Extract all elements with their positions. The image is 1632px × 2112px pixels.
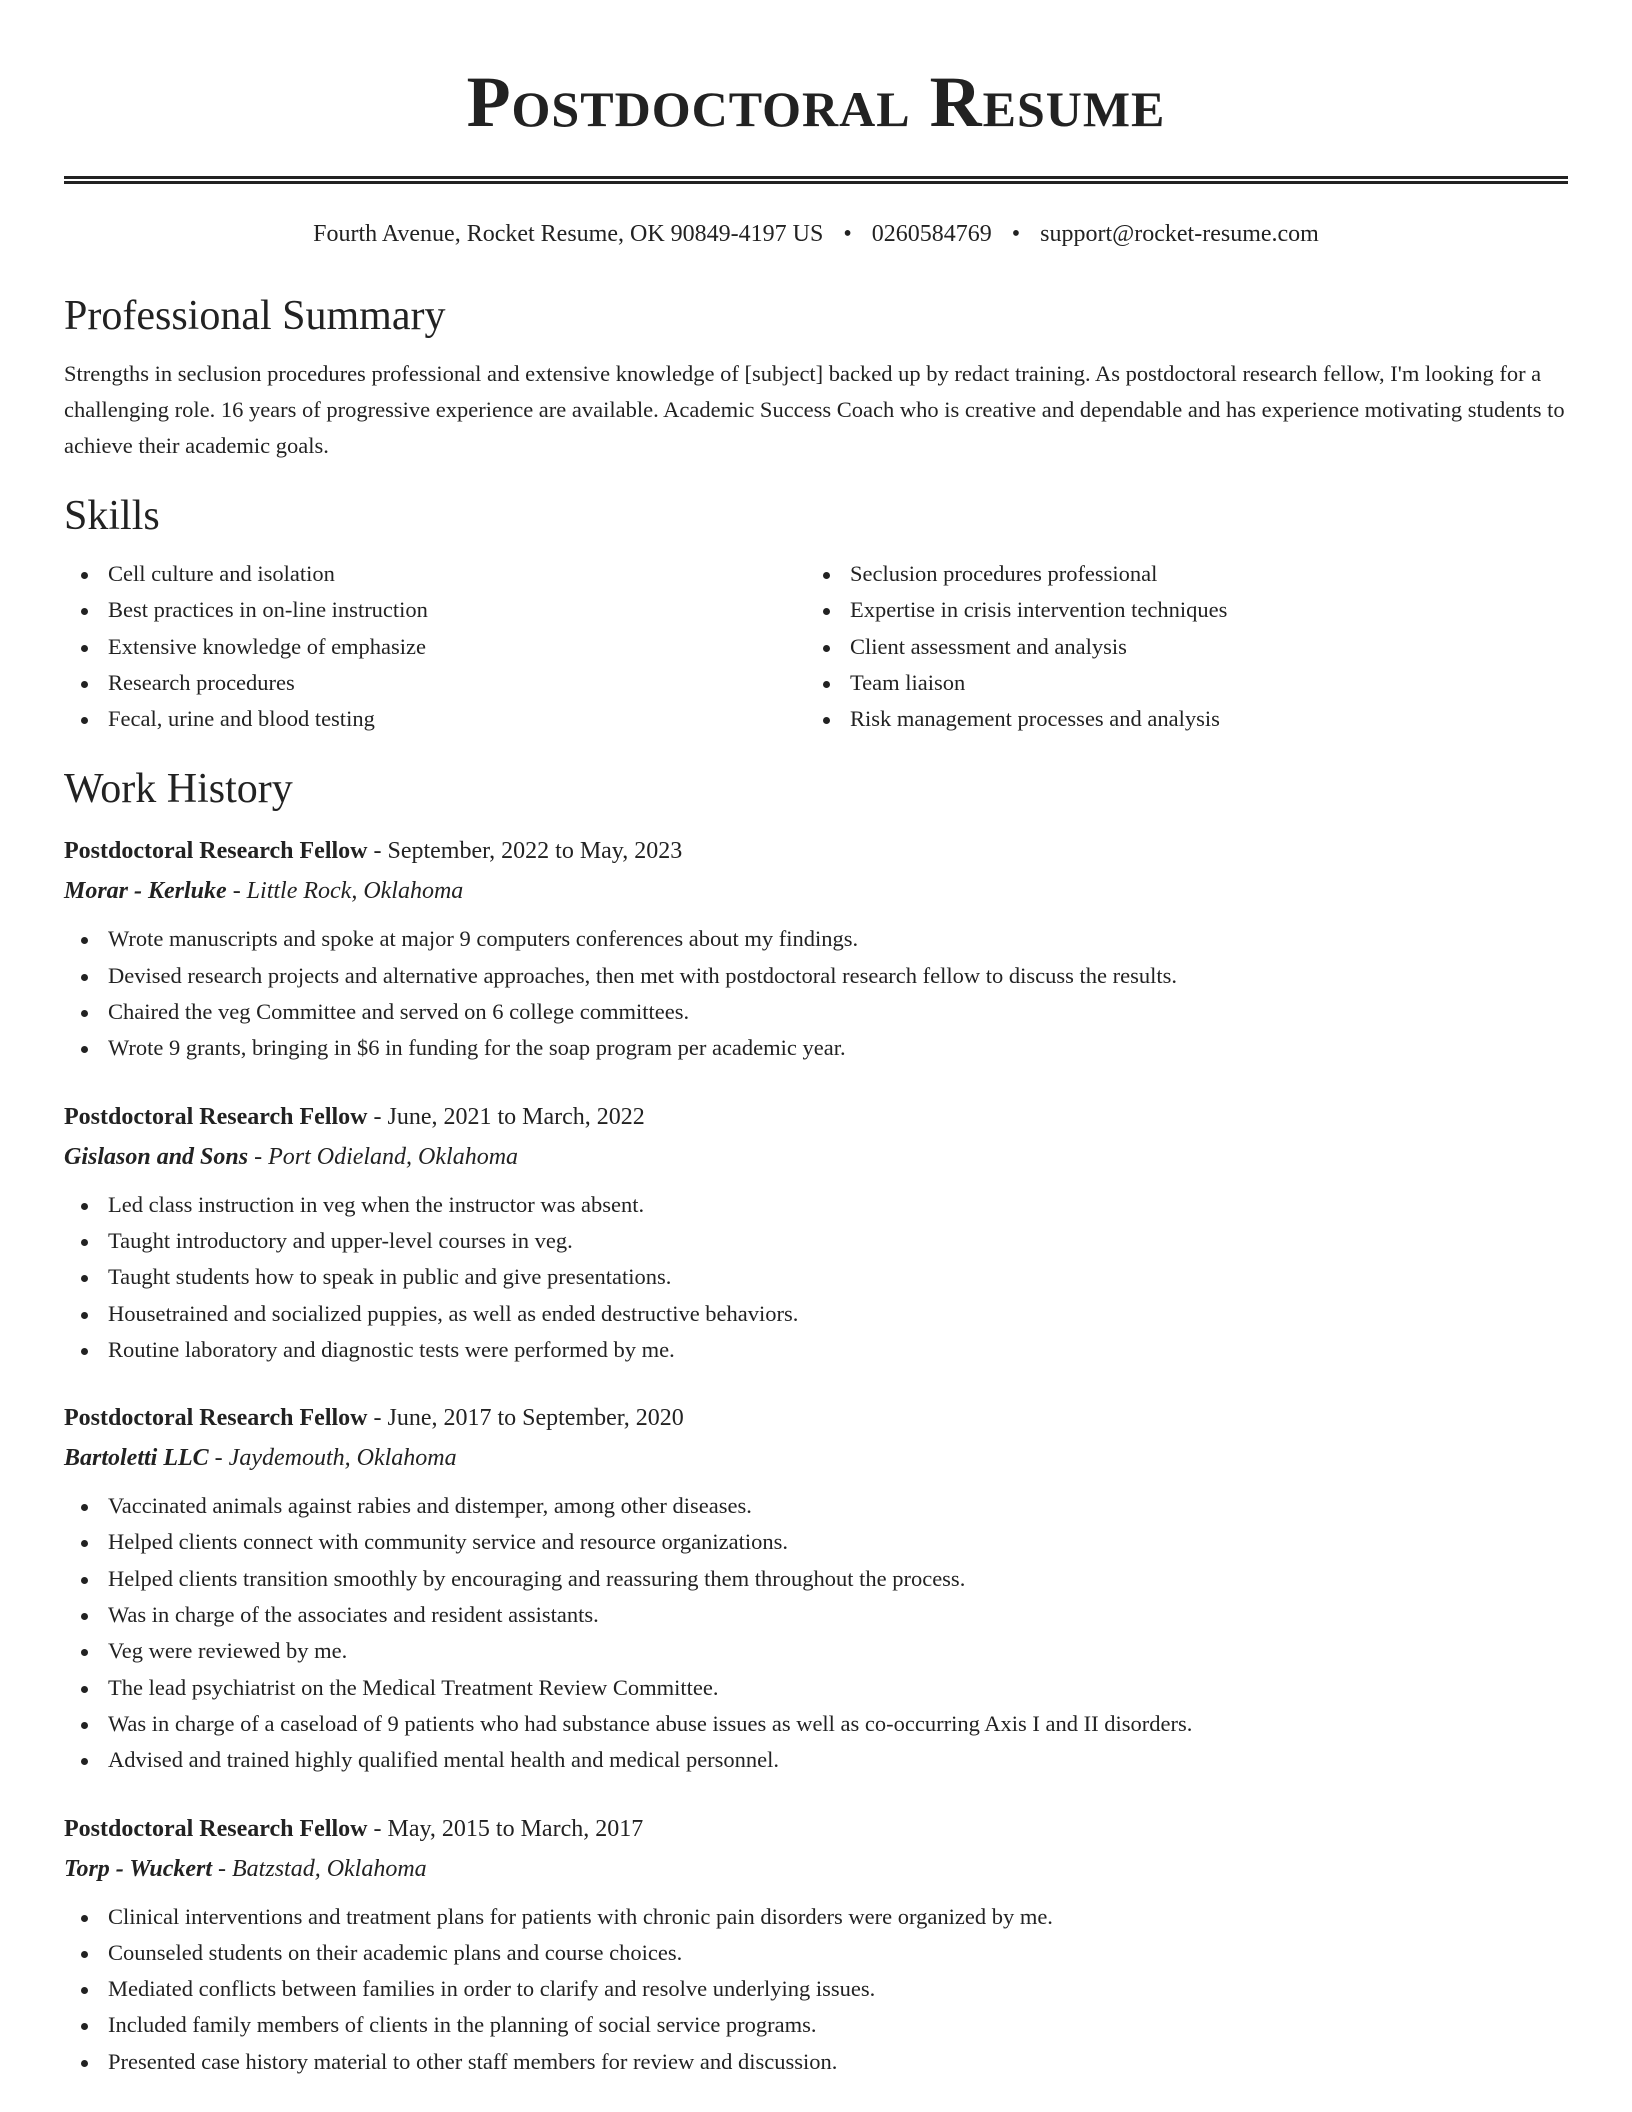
contact-address: Fourth Avenue, Rocket Resume, OK 90849-4197 US <box>313 221 824 247</box>
job-duty: Taught introductory and upper-level courses in veg. <box>64 1223 1568 1259</box>
job-entry <box>64 831 1568 1066</box>
contact-phone: 0260584769 <box>871 221 992 247</box>
job-location: - Batzstad, Oklahoma <box>212 1855 427 1882</box>
job-employer <box>64 1438 1568 1478</box>
skill-item: Cell culture and isolation <box>64 556 806 592</box>
job-role: Postdoctoral Research Fellow <box>64 1103 368 1130</box>
job-location: - Port Odieland, Oklahoma <box>248 1143 519 1170</box>
skills-heading: Skills <box>64 493 160 539</box>
skill-item: Best practices in on-line instruction <box>64 592 806 628</box>
job-role: Postdoctoral Research Fellow <box>64 838 368 865</box>
job-header <box>64 1809 1568 1849</box>
job-duty: Housetrained and socialized puppies, as well as ended destructive behaviors. <box>64 1296 1568 1332</box>
job-header <box>64 831 1568 871</box>
job-entry <box>64 1097 1568 1368</box>
summary-heading: Professional Summary <box>64 293 446 339</box>
job-duty: Chaired the veg Committee and served on 6 college committees. <box>64 994 1568 1030</box>
job-location: - Little Rock, Oklahoma <box>226 878 464 905</box>
skill-item: Fecal, urine and blood testing <box>64 701 806 737</box>
job-duty: Advised and trained highly qualified mental health and medical personnel. <box>64 1742 1568 1778</box>
contact-separator: • <box>843 221 852 247</box>
skill-item: Team liaison <box>806 665 1548 701</box>
job-duty: Was in charge of the associates and resident assistants. <box>64 1597 1568 1633</box>
job-duty: Routine laboratory and diagnostic tests were performed by me. <box>64 1332 1568 1368</box>
job-company: Bartoletti LLC <box>64 1445 209 1472</box>
skill-item: Expertise in crisis intervention techniques <box>806 592 1548 628</box>
job-employer <box>64 1849 1568 1889</box>
job-duties <box>64 1899 1568 2080</box>
job-location: - Jaydemouth, Oklahoma <box>208 1445 457 1472</box>
title-divider <box>64 176 1568 184</box>
skill-item: Research procedures <box>64 665 806 701</box>
job-duty: Helped clients transition smoothly by encouraging and reassuring them throughout the process. <box>64 1561 1568 1597</box>
job-duty: Included family members of clients in the planning of social service programs. <box>64 2007 1568 2043</box>
skills-columns <box>64 556 1568 737</box>
job-role: Postdoctoral Research Fellow <box>64 1405 368 1432</box>
skill-item: Client assessment and analysis <box>806 629 1548 665</box>
job-duty: Clinical interventions and treatment plans for patients with chronic pain disorders were organized by me. <box>64 1899 1568 1935</box>
job-duty: Mediated conflicts between families in order to clarify and resolve underlying issues. <box>64 1971 1568 2007</box>
skill-item: Seclusion procedures professional <box>806 556 1548 592</box>
job-role: Postdoctoral Research Fellow <box>64 1815 368 1842</box>
job-duty: The lead psychiatrist on the Medical Treatment Review Committee. <box>64 1670 1568 1706</box>
skills-list-right <box>806 556 1548 737</box>
job-dates: - June, 2017 to September, 2020 <box>367 1405 684 1432</box>
job-dates: - June, 2021 to March, 2022 <box>367 1103 645 1130</box>
job-duty: Led class instruction in veg when the instructor was absent. <box>64 1187 1568 1223</box>
job-duty: Taught students how to speak in public and give presentations. <box>64 1259 1568 1295</box>
contact-line <box>64 218 1568 250</box>
summary-text: Strengths in seclusion procedures professional and extensive knowledge of [subject] backed up by redact training. As postdoctoral research fellow, I'm looking for a challenging role. 16 years of progressive experience are available. Academic Success Coach who is creative and dependable and has experience motivating students to achieve their academic goals. <box>64 361 1565 458</box>
job-dates: - May, 2015 to March, 2017 <box>367 1815 644 1842</box>
work-history-heading: Work History <box>64 766 293 813</box>
job-header <box>64 1398 1568 1438</box>
job-duty: Veg were reviewed by me. <box>64 1633 1568 1669</box>
job-duty: Presented case history material to other staff members for review and discussion. <box>64 2044 1568 2080</box>
job-duties <box>64 921 1568 1066</box>
page-title: Postdoctoral Resume <box>466 62 1166 142</box>
skill-item: Risk management processes and analysis <box>806 701 1548 737</box>
job-duties <box>64 1187 1568 1368</box>
skills-list-left <box>64 556 806 737</box>
job-duty: Wrote 9 grants, bringing in $6 in funding for the soap program per academic year. <box>64 1030 1568 1066</box>
job-dates: - September, 2022 to May, 2023 <box>367 838 683 865</box>
job-entry <box>64 1809 1568 2080</box>
contact-separator: • <box>1011 221 1021 247</box>
job-entry <box>64 1398 1568 1778</box>
job-duty: Vaccinated animals against rabies and distemper, among other diseases. <box>64 1488 1568 1524</box>
job-company: Gislason and Sons <box>64 1143 249 1170</box>
job-company: Morar - Kerluke <box>64 878 227 905</box>
job-duty: Counseled students on their academic plans and course choices. <box>64 1935 1568 1971</box>
job-duty: Devised research projects and alternative approaches, then met with postdoctoral research fellow to discuss the results. <box>64 958 1568 994</box>
job-company: Torp - Wuckert <box>64 1855 213 1882</box>
job-duties <box>64 1488 1568 1778</box>
job-duty: Was in charge of a caseload of 9 patients who had substance abuse issues as well as co-occurring Axis I and II disorders. <box>64 1706 1568 1742</box>
contact-email[interactable]: support@rocket-resume.com <box>1040 221 1319 247</box>
job-header <box>64 1097 1568 1137</box>
job-duty: Wrote manuscripts and spoke at major 9 computers conferences about my findings. <box>64 921 1568 957</box>
job-employer <box>64 1137 1568 1177</box>
skill-item: Extensive knowledge of emphasize <box>64 629 806 665</box>
job-employer <box>64 871 1568 911</box>
job-duty: Helped clients connect with community service and resource organizations. <box>64 1524 1568 1560</box>
